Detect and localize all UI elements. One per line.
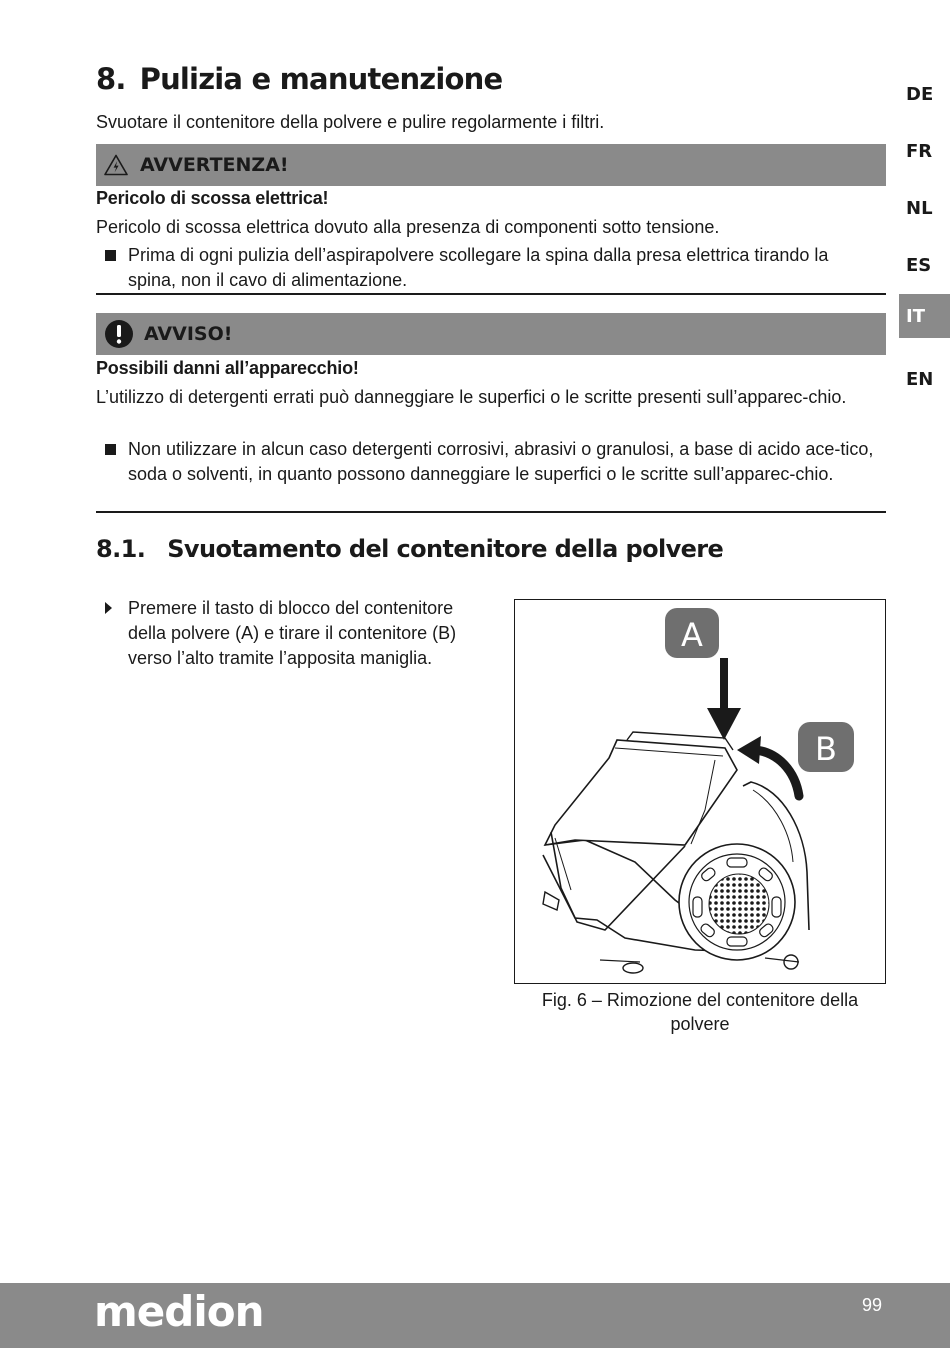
language-tab-de[interactable]: DE — [906, 83, 934, 105]
subsection-number: 8.1. — [96, 535, 146, 563]
notice-divider — [96, 511, 886, 513]
warning-bullet-text: Prima di ogni pulizia dell’aspirapolvere scollegare la spina dalla presa elettrica tirando la spina, non il cavo di alimentazione. — [128, 245, 829, 290]
section-intro: Svuotare il contenitore della polvere e pulire regolarmente i filtri. — [96, 112, 605, 132]
warning-subhead: Pericolo di scossa elettrica! — [96, 188, 329, 208]
notice-bar — [96, 313, 886, 355]
language-tab-en[interactable]: EN — [906, 368, 934, 390]
electric-warning-triangle-icon — [104, 154, 128, 176]
medion-logo: medion — [94, 1287, 264, 1336]
exclamation-circle-icon — [104, 319, 134, 349]
warning-divider — [96, 293, 886, 295]
notice-text: L’utilizzo di detergenti errati può danneggiare le superfici o le scritte presenti sull’apparec-chio. — [96, 387, 847, 407]
bullet-square-icon — [105, 444, 116, 455]
curved-arrow-head — [737, 736, 761, 764]
section-heading — [96, 62, 502, 96]
notice-subhead: Possibili danni all’apparecchio! — [96, 358, 359, 378]
page-footer — [0, 1283, 950, 1348]
label-a: A — [681, 616, 703, 654]
figure-6 — [514, 599, 886, 984]
subsection-title: Svuotamento del contenitore della polvere — [167, 535, 724, 563]
warning-bar — [96, 144, 886, 186]
language-tab-nl[interactable]: NL — [906, 197, 933, 219]
section-number: 8. — [96, 62, 126, 96]
warning-bullet — [96, 243, 886, 293]
bullet-square-icon — [105, 250, 116, 261]
language-tab-fr[interactable]: FR — [906, 140, 933, 162]
language-tab-it[interactable]: IT — [899, 294, 950, 338]
notice-label: AVVISO! — [144, 323, 233, 345]
warning-text: Pericolo di scossa elettrica dovuto alla presenza di componenti sotto tensione. — [96, 217, 720, 237]
vacuum-illustration — [515, 600, 885, 983]
step-arrow-icon — [105, 602, 112, 614]
down-arrow-head — [707, 708, 741, 740]
instruction-step — [96, 596, 486, 671]
notice-bullet-text: Non utilizzare in alcun caso detergenti corrosivi, abrasivi o granulosi, a base di acido ace-tico, soda o solventi, in quanto possono danneggiare le superfici o le scritte sull’apparec-chio. — [128, 439, 874, 484]
instruction-step-text: Premere il tasto di blocco del contenitore della polvere (A) e tirare il contenitore (B) verso l’alto tramite l’apposita maniglia. — [128, 598, 457, 668]
notice-bullet — [96, 437, 886, 487]
warning-label: AVVERTENZA! — [140, 154, 289, 176]
label-b: B — [815, 730, 837, 768]
down-arrow-shaft — [720, 658, 728, 712]
figure-caption: Fig. 6 – Rimozione del contenitore della polvere — [541, 990, 859, 1034]
page-number: 99 — [862, 1295, 883, 1315]
subsection-heading — [96, 535, 723, 563]
language-tab-es[interactable]: ES — [906, 254, 932, 276]
section-title: Pulizia e manutenzione — [139, 62, 503, 96]
curved-arrow-path — [755, 750, 799, 796]
